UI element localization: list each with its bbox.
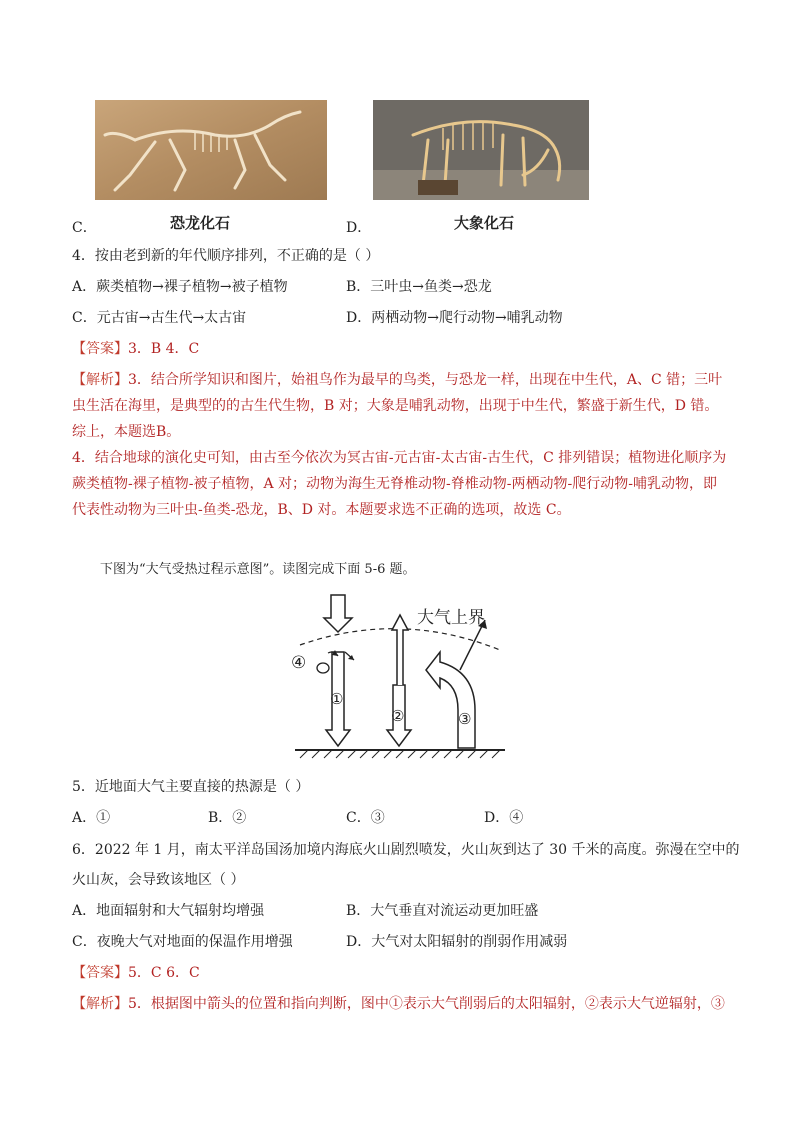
question-6-stem-line2: 火山灰，会导致该地区（ ）	[72, 872, 245, 888]
question-5-option-d: D．④	[484, 810, 524, 826]
option-c-label: C．	[72, 220, 97, 236]
question-4-stem: 4．按由老到新的年代顺序排列，不正确的是（ ）	[72, 248, 380, 264]
label-1: ①	[330, 690, 344, 708]
boundary-label: 大气上界	[417, 608, 485, 628]
analysis-paragraph-4	[72, 445, 728, 523]
label-3: ③	[458, 710, 472, 728]
analysis-text-4: 4．结合地球的演化史可知，由古至今依次为冥古宙-元古宙-太古宙-古生代，C 排列错误；植物进化顺序为蕨类植物-裸子植物-被子植物，A 对；动物为海生无脊椎动物-脊椎动物-两栖动物-爬行动物-哺乳动物，即代表性动物为三叶虫-鱼类-恐龙，B、D 对。本题要求选不正确的选项，故选 C。	[72, 450, 727, 518]
question-4-option-d: D．两栖动物→爬行动物→哺乳动物	[346, 310, 563, 326]
dinosaur-fossil-caption: 恐龙化石	[170, 214, 231, 232]
answer-text: 3．B 4．C	[128, 341, 200, 357]
question-5-option-a: A．①	[72, 810, 111, 826]
question-4-option-b: B．三叶虫→鱼类→恐龙	[346, 279, 492, 295]
atmosphere-heating-diagram	[290, 590, 510, 760]
answer-block-1	[72, 339, 199, 359]
question-5-stem: 5．近地面大气主要直接的热源是（ ）	[72, 779, 310, 795]
dinosaur-fossil-image	[95, 100, 327, 200]
option-d-label: D．	[346, 220, 372, 236]
question-5-option-b: B．②	[208, 810, 247, 826]
answer-tag-2: 【答案】	[72, 965, 128, 981]
analysis-tag: 【解析】	[72, 372, 128, 388]
question-6-option-a: A．地面辐射和大气辐射均增强	[72, 903, 265, 919]
analysis-block-2	[72, 994, 725, 1014]
question-6-option-c: C．夜晚大气对地面的保温作用增强	[72, 934, 293, 950]
label-4: ④	[291, 653, 307, 673]
analysis-tag-2: 【解析】	[72, 996, 128, 1012]
analysis-text-3: 3．结合所学知识和图片，始祖鸟作为最早的鸟类，与恐龙一样，出现在中生代，A、C 错；三叶虫生活在海里，是典型的的古生代生物，B 对；大象是哺乳动物，出现于中生代，繁盛于新生代，D 错。综上，本题选B。	[72, 372, 723, 440]
question-6-option-b: B．大气垂直对流运动更加旺盛	[346, 903, 539, 919]
diagram-intro: 下图为“大气受热过程示意图”。读图完成下面 5-6 题。	[100, 562, 416, 577]
answer-block-2	[72, 963, 200, 983]
question-4-option-a: A．蕨类植物→裸子植物→被子植物	[72, 279, 288, 295]
elephant-fossil-image	[373, 100, 589, 200]
label-2: ②	[391, 707, 405, 725]
answer-text-2: 5．C 6．C	[128, 965, 200, 981]
analysis-text-5: 5．根据图中箭头的位置和指向判断，图中①表示大气削弱后的太阳辐射，②表示大气逆辐射，③	[128, 996, 725, 1012]
question-6-stem-line1: 6．2022 年 1 月，南太平洋岛国汤加境内海底火山剧烈喷发，火山灰到达了 30 千米的高度。弥漫在空中的	[72, 842, 740, 858]
elephant-fossil-caption: 大象化石	[454, 214, 515, 232]
analysis-paragraph-3	[72, 367, 728, 445]
question-5-option-c: C．③	[346, 810, 385, 826]
answer-tag: 【答案】	[72, 341, 128, 357]
question-4-option-c: C．元古宙→古生代→太古宙	[72, 310, 247, 326]
question-6-option-d: D．大气对太阳辐射的削弱作用减弱	[346, 934, 568, 950]
